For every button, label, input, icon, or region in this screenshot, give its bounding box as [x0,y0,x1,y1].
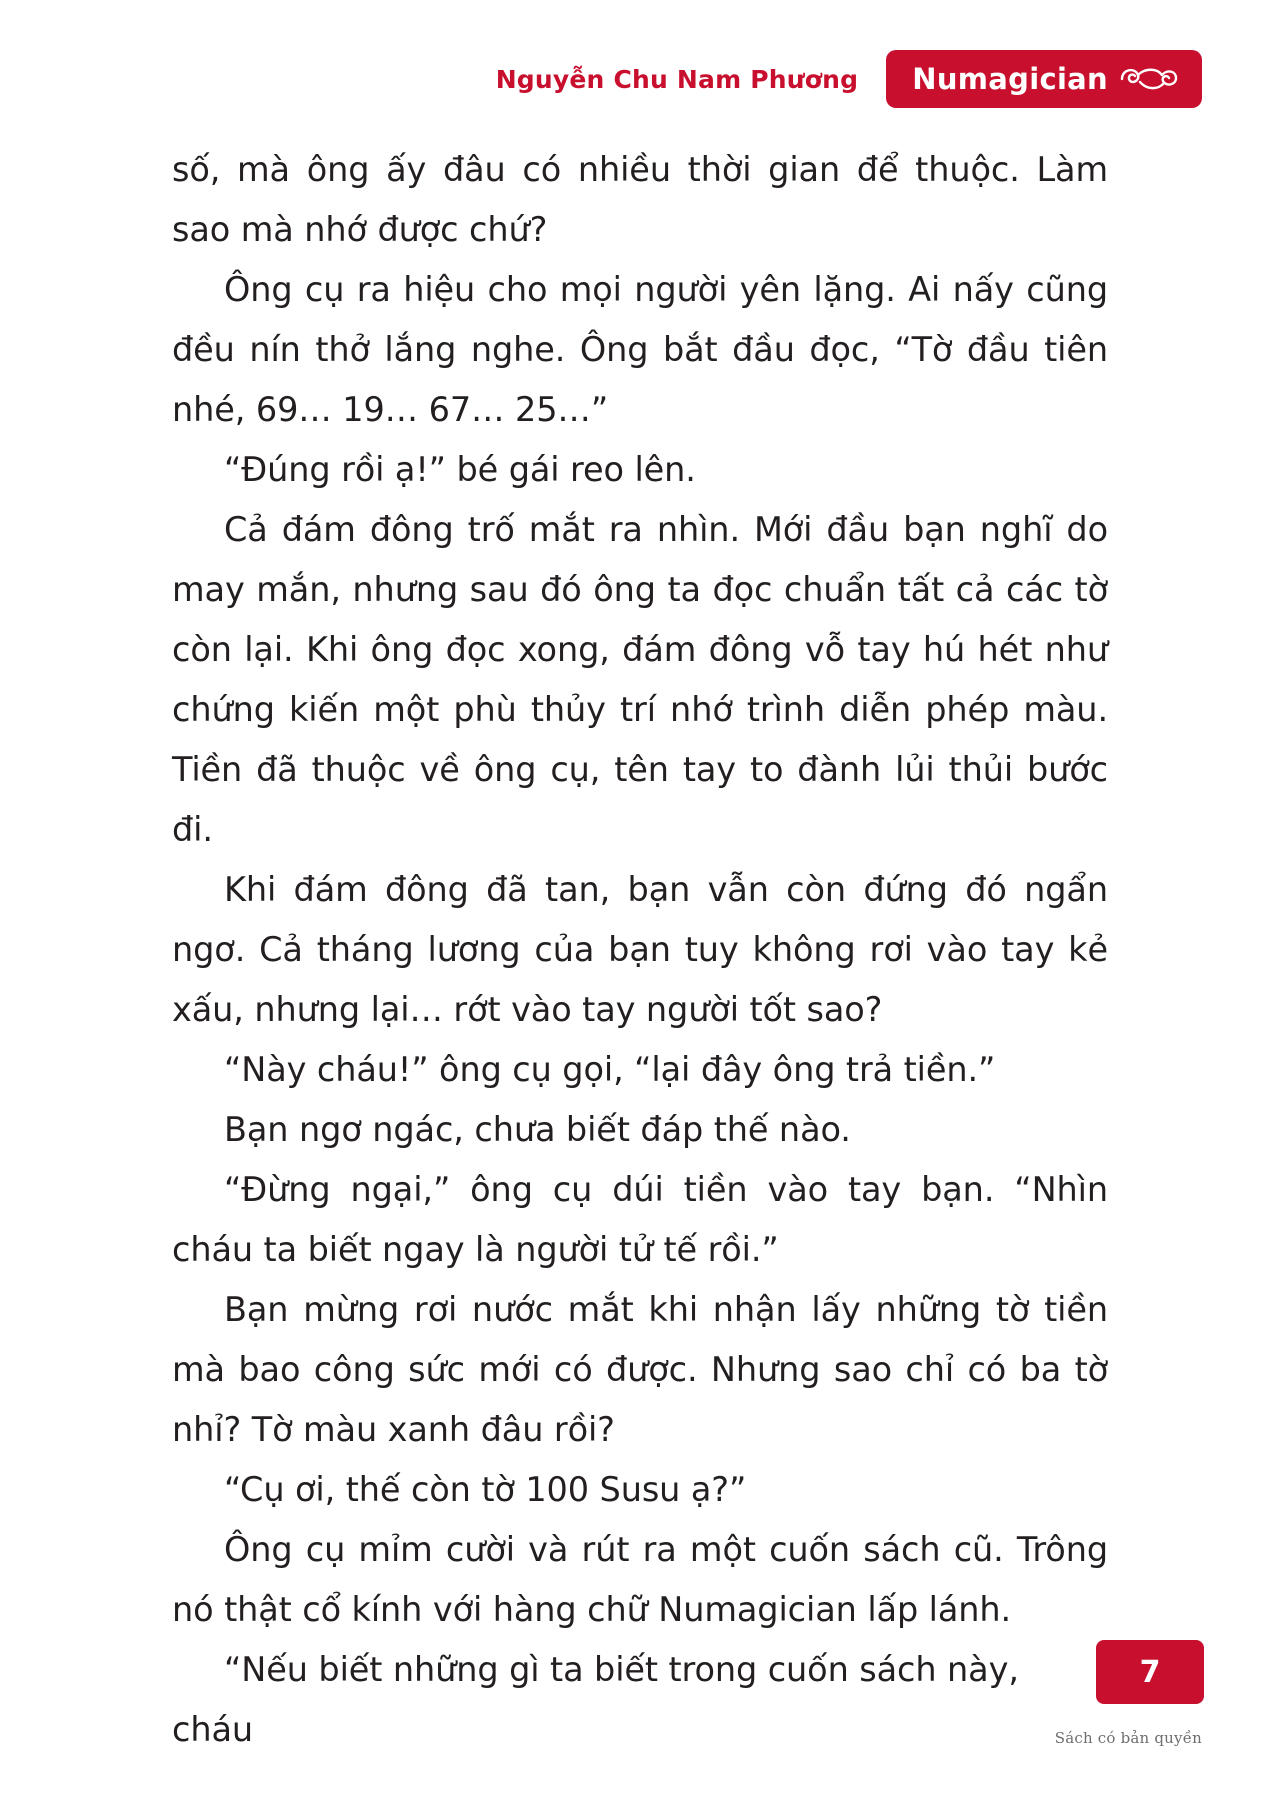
ornamental-flourish-icon [1118,62,1180,96]
paragraph: Khi đám đông đã tan, bạn vẫn còn đứng đó ngẩn ngơ. Cả tháng lương của bạn tuy không rơi vào tay kẻ xấu, nhưng lại… rớt vào tay người tốt sao? [172,870,1108,1029]
page-number-badge [1096,1640,1204,1704]
paragraph: “Nếu biết những gì ta biết trong cuốn sách này, cháu [172,1650,1019,1749]
paragraph: Ông cụ mỉm cười và rút ra một cuốn sách cũ. Trông nó thật cổ kính với hàng chữ Numagician lấp lánh. [172,1530,1108,1629]
paragraph: “Cụ ơi, thế còn tờ 100 Susu ạ?” [224,1470,747,1509]
paragraph: Bạn mừng rơi nước mắt khi nhận lấy những tờ tiền mà bao công sức mới có được. Nhưng sao chỉ có ba tờ nhỉ? Tờ màu xanh đâu rồi? [172,1290,1108,1449]
page-header [0,48,1280,110]
brand-name: Numagician [912,62,1108,96]
paragraph: “Này cháu!” ông cụ gọi, “lại đây ông trả tiền.” [224,1050,996,1089]
paragraph: Cả đám đông trố mắt ra nhìn. Mới đầu bạn nghĩ do may mắn, nhưng sau đó ông ta đọc chuẩn tất cả các tờ còn lại. Khi ông đọc xong, đám đông vỗ tay hú hét như chứng kiến một phù thủy trí nhớ trình diễn phép màu. Tiền đã thuộc về ông cụ, tên tay to đành lủi thủi bước đi. [172,510,1108,849]
paragraph: Bạn ngơ ngác, chưa biết đáp thế nào. [224,1110,851,1149]
brand-badge [886,50,1202,108]
paragraph: Ông cụ ra hiệu cho mọi người yên lặng. Ai nấy cũng đều nín thở lắng nghe. Ông bắt đầu đọc, “Tờ đầu tiên nhé, 69… 19… 67… 25…” [172,270,1108,429]
paragraph: “Đúng rồi ạ!” bé gái reo lên. [224,450,696,489]
author-name: Nguyễn Chu Nam Phương [495,64,859,94]
page-body [172,140,1108,1760]
page-number: 7 [1139,1654,1161,1690]
copyright-notice: Sách có bản quyền [1054,1729,1202,1747]
paragraph: số, mà ông ấy đâu có nhiều thời gian để thuộc. Làm sao mà nhớ được chứ? [172,150,1108,249]
paragraph: “Đừng ngại,” ông cụ dúi tiền vào tay bạn. “Nhìn cháu ta biết ngay là người tử tế rồi.” [172,1170,1108,1269]
